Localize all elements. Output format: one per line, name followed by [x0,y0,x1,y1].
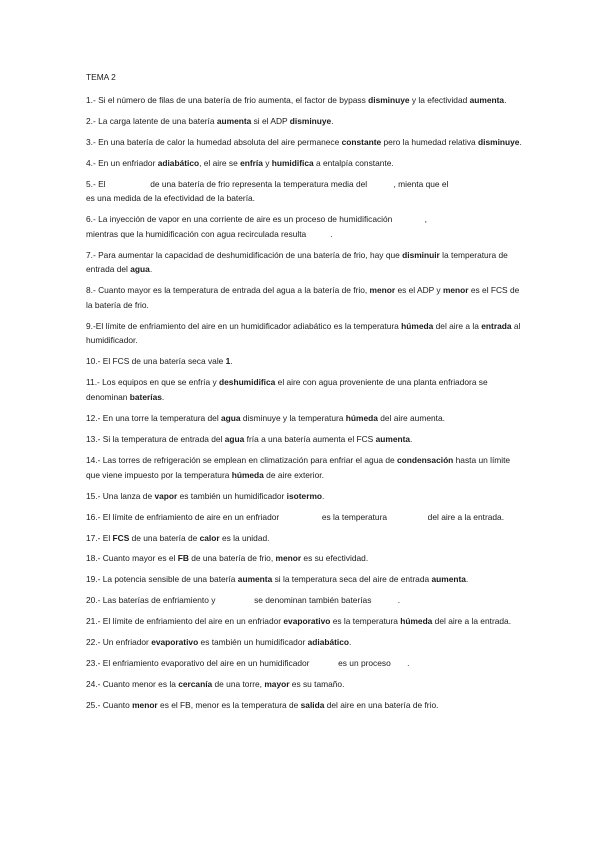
question-text: 9.-El límite de enfriamiento del aire en un humidificador adiabático es la temperatura [86,320,402,331]
bold-answer: humidifica [271,157,314,168]
bold-answer: disminuir [402,249,440,260]
question-text: 7.- Para aumentar la capacidad de deshumidificación de una batería de frio, hay que [86,249,403,260]
question-9 [86,319,522,348]
bold-answer: menor [442,285,469,296]
bold-answer: cercanía [178,679,213,690]
question-text: . [504,94,507,105]
question-21 [86,614,522,629]
question-text: . [410,433,413,444]
bold-answer: agua [221,412,241,423]
question-text: 16.- El límite de enfriamiento de aire en un enfriador [86,511,282,522]
question-text: se denominan también baterías [251,595,374,606]
question-2 [86,114,522,129]
question-text: 20.- Las baterías de enfriamiento y [86,595,218,606]
question-text: 15.- Una lanza de [86,490,155,501]
bold-answer: baterías [129,392,162,402]
bold-answer: aumenta [431,574,466,585]
bold-answer: agua [224,433,245,444]
question-text: , el aire se [199,157,241,168]
question-11 [86,375,522,404]
bold-answer: agua [130,264,150,275]
question-6 [86,212,522,241]
question-text: 24.- Cuanto menor es la [86,679,179,690]
question-text: de aire exterior. [263,469,324,480]
question-text: 1.- Si el número de filas de una batería de frio aumenta, el factor de bypass [86,94,369,105]
question-text: . [330,228,333,239]
question-text: 6.- La inyección de vapor en una corriente de aire es un proceso de humidificación [86,214,395,225]
bold-answer: aumenta [375,433,411,444]
question-text: 21.- El límite de enfriamiento del aire en un enfriador [86,616,284,627]
question-text: es el ADP y [395,285,443,296]
bold-answer: húmeda [400,616,433,627]
question-text: del aire a la entrada. [432,616,512,627]
question-5 [86,177,522,206]
question-text: 18.- Cuanto mayor es el [86,553,178,564]
question-text: de una batería de frio representa la temperatura media del [147,178,370,189]
question-text: fría a una batería aumenta el FCS [244,433,376,444]
question-text: es también un humidificador [177,490,287,501]
bold-answer: adiabático [157,157,200,168]
question-text: 5.- El [86,178,108,189]
question-text: . [149,264,153,275]
question-text: es la unidad. [219,532,270,543]
question-text: si la temperatura seca del aire de entrada [272,574,432,585]
question-text: 22.- Un enfriador [86,637,152,648]
question-text: al humidificador. [86,320,521,346]
question-text: 12.- En una torre la temperatura del [86,412,222,423]
question-text: disminuye y la temperatura [240,412,346,423]
question-text: es una medida de la efectividad de la batería. [86,193,256,204]
bold-answer: menor [369,285,396,296]
bold-answer: vapor [154,490,178,501]
bold-answer: evaporativo [151,637,199,648]
question-text: , mienta que el [393,178,449,189]
question-text: pero la humedad relativa [381,136,479,147]
question-text: 14.- Las torres de refrigeración se emplean en climatización para enfriar el agua de [86,454,397,465]
question-text: 2.- La carga latente de una batería [86,115,217,126]
document-title: TEMA 2 [86,72,116,82]
question-text: 19.- La potencia sensible de una batería [86,574,238,585]
question-25 [86,698,522,713]
question-text: del aire aumenta. [377,412,445,423]
bold-answer: húmeda [401,320,434,331]
question-text: de una torre, [212,679,265,690]
question-text: el aire con agua proveniente de una planta enfriadora se denominan [86,377,488,402]
question-20 [86,593,522,608]
question-text: 11.- Los equipos en que se enfría y [86,377,220,388]
question-17 [86,531,522,546]
question-text: si el ADP [251,115,290,126]
bold-answer: disminuye [289,115,332,126]
bold-answer: condensación [396,454,454,465]
question-text: . [161,392,165,402]
question-19 [86,572,522,587]
question-10 [86,354,522,369]
bold-answer: adiabático [307,637,350,648]
bold-answer: constante [341,136,382,147]
question-text: es la temperatura [319,511,390,522]
bold-answer: calor [199,532,220,543]
question-text: 3.- En una batería de calor la humedad absoluta del aire permanece [86,136,342,147]
bold-answer: aumenta [469,94,505,105]
question-text: 10.- El FCS de una batería seca vale [86,356,226,367]
question-text: . [397,595,401,606]
document-page [86,70,522,719]
question-text: 23.- El enfriamiento evaporativo del aire en un humidificador [86,658,312,669]
question-text: 4.- En un enfriador [86,157,158,168]
question-text: . [322,490,325,501]
question-text: . [230,356,233,367]
question-text: de una batería de [129,532,200,543]
question-18 [86,551,522,566]
bold-answer: disminuye [368,94,410,105]
question-24 [86,677,522,692]
question-text: . [465,574,469,585]
bold-answer: aumenta [237,574,273,585]
question-text: . [519,136,522,147]
question-7 [86,248,522,277]
question-text: la temperatura de entrada del [86,249,508,275]
question-12 [86,411,522,426]
question-text: del aire a la [433,320,482,331]
question-text: es la temperatura [330,616,401,627]
bold-answer: húmeda [231,469,264,480]
bold-answer: 1 [225,356,231,367]
question-text: mientras que la humidificación con agua recirculada resulta [86,228,309,239]
question-4 [86,156,522,171]
question-text: es también un humidificador [198,637,308,648]
question-text: . [407,658,410,669]
question-15 [86,489,522,504]
question-22 [86,635,522,650]
question-text: es su efectividad. [301,553,369,564]
question-text: a entalpía constante. [313,157,394,168]
bold-answer: aumenta [216,115,252,126]
question-text: y la efectividad [409,94,470,105]
question-text: es el FB, menor es la temperatura de [157,700,301,711]
question-1 [86,93,522,108]
question-text: . [331,115,334,126]
question-text: del aire a la entrada. [425,511,505,522]
question-text: y [262,157,272,168]
bold-answer: FCS [112,532,130,543]
question-text: es el FCS de la batería de frio. [86,285,520,310]
question-text: 25.- Cuanto [86,700,133,711]
question-text: hasta un límite que viene impuesto por la temperatura [86,454,511,480]
bold-answer: menor [132,700,158,711]
question-3 [86,135,522,150]
bold-answer: evaporativo [283,616,331,627]
question-text: 8.- Cuanto mayor es la temperatura de entrada del agua a la batería de frio, [86,285,370,296]
question-16 [86,510,522,525]
question-13 [86,432,522,447]
question-23 [86,656,522,671]
question-text: del aire en una batería de frio. [324,700,439,711]
bold-answer: isotermo [286,490,323,501]
bold-answer: enfría [240,157,263,168]
bold-answer: salida [300,700,325,711]
question-list [86,93,522,713]
bold-answer: deshumidifica [219,377,276,388]
question-text: , [424,214,427,225]
bold-answer: menor [275,553,302,564]
question-text: . [349,637,352,648]
question-text: es su tamaño. [289,679,345,690]
question-text: es un proceso [335,658,394,669]
question-text: 13.- Si la temperatura de entrada del [86,433,225,444]
bold-answer: húmeda [345,412,378,423]
bold-answer: disminuye [478,136,520,147]
question-text: de una batería de frio, [188,553,276,564]
question-8 [86,283,522,312]
bold-answer: FB [177,553,189,564]
question-14 [86,453,522,482]
bold-answer: entrada [481,320,512,331]
question-text: 17.- El [86,532,113,543]
bold-answer: mayor [264,679,290,690]
